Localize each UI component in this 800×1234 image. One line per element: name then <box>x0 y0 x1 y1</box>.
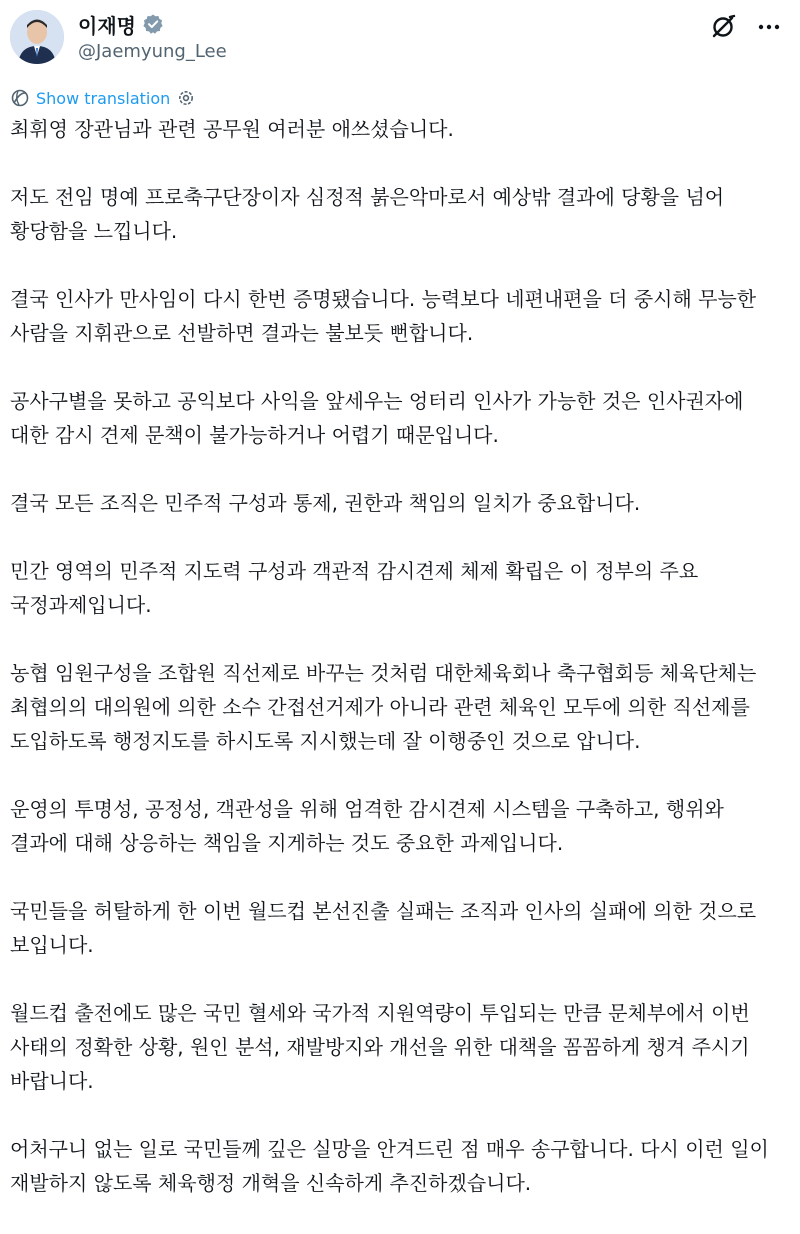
gear-icon[interactable] <box>176 88 196 108</box>
tweet-paragraph: 민간 영역의 민주적 지도력 구성과 객관적 감시견제 체제 확립은 이 정부의 주요 국정과제입니다. <box>10 559 699 617</box>
display-name[interactable]: 이재명 <box>78 13 136 38</box>
display-name-row <box>78 10 164 38</box>
tweet-paragraph: 운영의 투명성, 공정성, 객관성을 위해 엄격한 감시견제 시스템을 구축하고, 행위와 결과에 대해 상응하는 책임을 지게하는 것도 중요한 과제입니다. <box>10 797 724 855</box>
tweet-paragraph: 공사구별을 못하고 공익보다 사익을 앞세우는 엉터리 인사가 가능한 것은 인사권자에 대한 감시 견제 문책이 불가능하거나 어렵기 때문입니다. <box>10 389 744 447</box>
verified-badge-icon <box>142 13 164 35</box>
user-handle[interactable]: @Jaemyung_Lee <box>78 41 227 62</box>
tweet-header <box>10 8 790 68</box>
more-options-icon[interactable] <box>754 12 784 42</box>
tweet-paragraph: 어처구니 없는 일로 국민들께 깊은 실망을 안겨드린 점 매우 송구합니다. 다시 이런 일이 재발하지 않도록 체육행정 개혁을 신속하게 추진하겠습니다. <box>10 1137 769 1195</box>
show-translation-row[interactable] <box>10 86 196 110</box>
tweet-paragraph: 국민들을 허탈하게 한 이번 월드컵 본선진출 실패는 조직과 인사의 실패에 의한 것으로 보입니다. <box>10 899 757 957</box>
grok-icon[interactable] <box>708 12 738 42</box>
show-translation-link[interactable]: Show translation <box>36 88 171 108</box>
tweet-paragraph: 월드컵 출전에도 많은 국민 혈세와 국가적 지원역량이 투입되는 만큼 문체부에서 이번 사태의 정확한 상황, 원인 분석, 재발방지와 개선을 위한 대책을 꼼꼼하게 챙겨 주시기 바랍니다. <box>10 1001 750 1093</box>
tweet-paragraph: 결국 인사가 만사임이 다시 한번 증명됐습니다. 능력보다 네편내편을 더 중시해 무능한 사람을 지휘관으로 선발하면 결과는 불보듯 뻔합니다. <box>10 287 757 345</box>
tweet-paragraph: 결국 모든 조직은 민주적 구성과 통제, 권한과 책임의 일치가 중요합니다. <box>10 491 641 515</box>
tweet-text <box>10 112 786 1234</box>
avatar[interactable] <box>10 10 64 64</box>
tweet-paragraph: 최휘영 장관님과 관련 공무원 여러분 애쓰셨습니다. <box>10 117 454 141</box>
tweet-paragraph: 저도 전임 명예 프로축구단장이자 심정적 붉은악마로서 예상밖 결과에 당황을 넘어 황당함을 느낍니다. <box>10 185 725 243</box>
globe-icon <box>10 88 30 108</box>
tweet-paragraph: 농협 임원구성을 조합원 직선제로 바꾸는 것처럼 대한체육회나 축구협회등 체육단체는 최협의의 대의원에 의한 소수 간접선거제가 아니라 관련 체육인 모두에 의한 직선제를 도입하도록 행정지도를 하시도록 지시했는데 잘 이행중인 것으로 압니다. <box>10 661 757 753</box>
